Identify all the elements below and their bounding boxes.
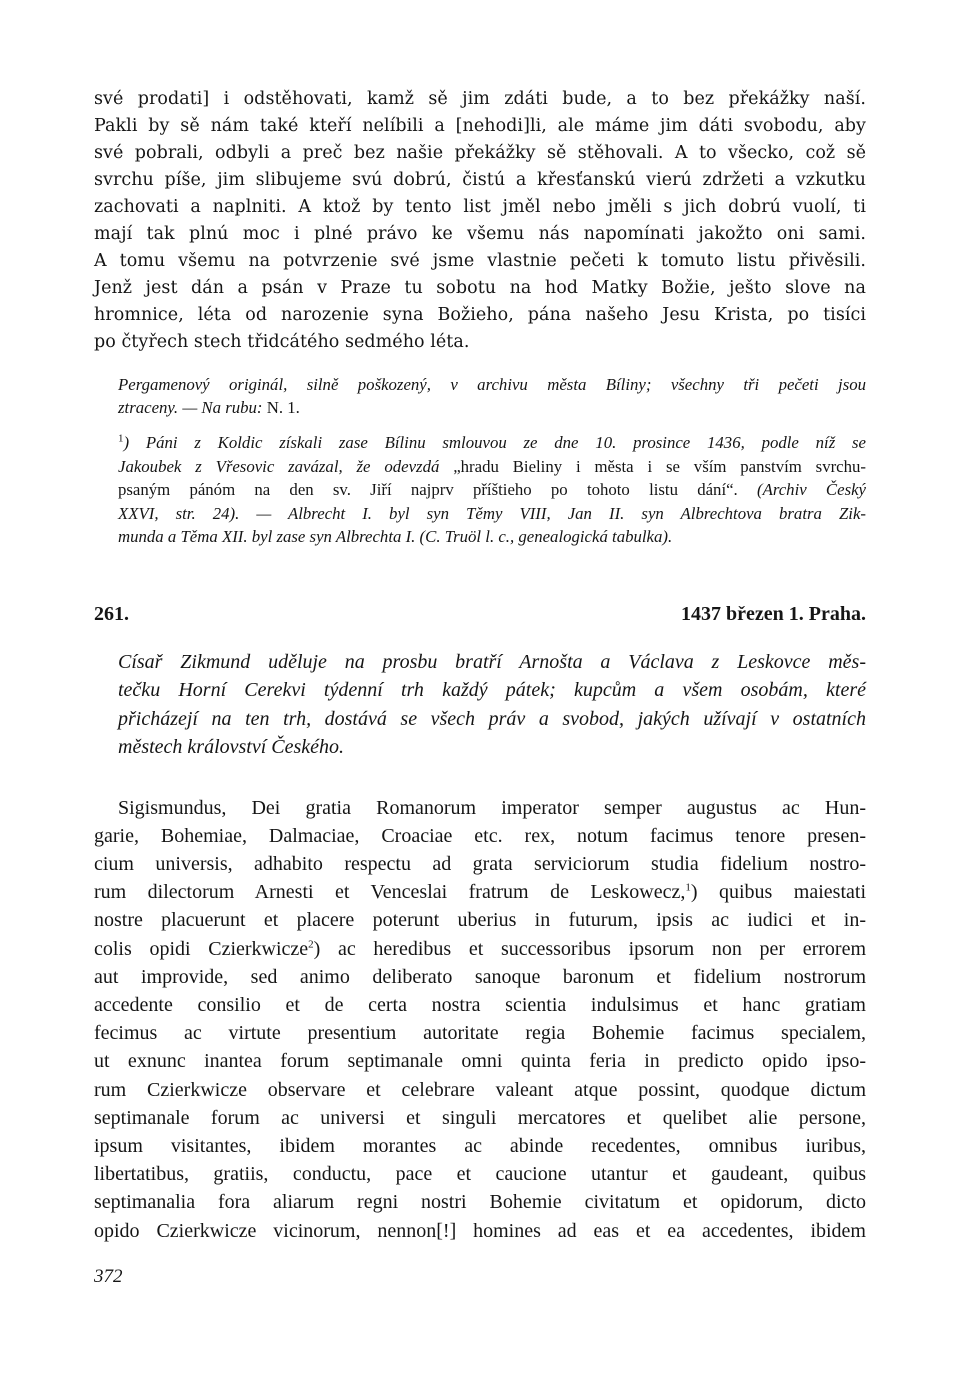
footnote-quote: „hradu Bieliny i města i se vším panstvím svrchu- (439, 456, 866, 476)
body-line: accedente consilio et de certa nostra scientia indulsimus et hanc gratiam (94, 993, 866, 1016)
document-date-place: 1437 březen 1. Praha. (681, 602, 866, 625)
document-body (94, 794, 866, 1245)
text-line: Jenž jest dán a psán v Praze tu sobotu na hod Matky Božie, ješto slove na (94, 278, 866, 298)
footnote-reference: 1 (685, 881, 691, 894)
footnote-line: XXVI, str. 24). — Albrecht I. byl syn Těmy VIII, Jan II. syn Albrechtova bratra Zik- (118, 503, 866, 523)
body-line: rum Czierkwicze observare et celebrare valeant atque possint, quodque dictum (94, 1078, 866, 1101)
footnote-quote: psaným pánóm na den sv. Jiří najprv příštieho po tohoto listu dání“. (118, 480, 738, 499)
footnote-line (118, 478, 866, 502)
body-line: Sigismundus, Dei gratia Romanorum imperator semper augustus ac Hun- (118, 796, 866, 819)
body-text: ) quibus maiestati (690, 881, 866, 904)
text-line: A tomu všemu na potvrzenie své jsme vlastnie pečeti k tomuto listu přivěsili. (94, 251, 866, 271)
document-number: 261. (94, 602, 129, 625)
source-note-line: Pergamenový originál, silně poškozený, v archivu města Bíliny; všechny tři pečeti jsou (118, 375, 866, 394)
footnote-text: Jakoubek z Vřesovic zavázal, že odevzdá (118, 456, 440, 476)
source-note-roman: N. 1. (262, 398, 300, 417)
footnote-line (118, 431, 866, 455)
body-line: ut exnunc inantea forum septimanale omni quinta feria in predicto opido ipso- (94, 1050, 866, 1073)
body-line: garie, Bohemiae, Dalmaciae, Croaciae etc. rex, notum facimus tenore presen- (94, 824, 866, 847)
footnote-mark: 1 (118, 432, 124, 445)
footnote (94, 431, 866, 549)
footnote-text: (Archiv Český (737, 480, 866, 499)
body-line: ipsum visitantes, ibidem morantes ac abinde recedentes, omnibus iuribus, (94, 1134, 866, 1157)
source-note-italic: ztraceny. — Na rubu: (118, 398, 263, 417)
body-line: cium universis, adhabito respectu ad grata serviciorum studia fidelium nostro- (94, 852, 866, 875)
source-note-line (118, 396, 866, 419)
continuation-paragraph (94, 86, 866, 356)
text-line: svrchu píše, jim slibujeme svú dobrú, čistú a křesťanskú vierú zdržeti a vzkutku (94, 170, 866, 190)
body-text: rum dilectorum Arnesti et Venceslai fratrum de Leskowecz, (94, 881, 686, 904)
text-line: své prodati] i odstěhovati, kamž sě jim zdáti bude, a to bez překážky naší. (94, 89, 866, 109)
regest-line: městech království Českého. (118, 736, 345, 758)
footnote-line: munda a Těma XII. byl zase syn Albrechta I. (C. Truöl l. c., genealogická tabulka). (118, 527, 673, 546)
document-heading (94, 603, 866, 631)
body-line: opido Czierkwicze vicinorum, nennon[!] homines ad eas et ea accedentes, ibidem (94, 1219, 866, 1242)
text-line: mají tak plnú moc i plné právo ke všemu nás napomínati jakožto oni sami. (94, 224, 866, 244)
body-line: fecimus ac virtute presentium autoritate regia Bohemie facimus specialem, (94, 1022, 866, 1045)
body-line: nostre placuerunt et placere poterunt uberius in futurum, ipsis ac iudici et in- (94, 909, 866, 932)
source-note (94, 373, 866, 419)
body-text: colis opidi Czierkwicze (94, 937, 309, 960)
body-line (94, 935, 866, 963)
regest-line: přicházejí na ten trh, dostává se všech práv a svobod, jakých užívají v ostatních (118, 707, 866, 730)
body-line: septimanalia fora aliarum regni nostri Bohemie civitatum et opidorum, dicto (94, 1191, 866, 1214)
footnote-text: ) Páni z Koldic získali zase Bílinu smlouvou ze dne 10. prosince 1436, podle níž se (123, 433, 866, 452)
body-line (94, 878, 866, 906)
regest-line: tečku Horní Cerekvi týdenní trh každý pátek; kupcům a všem osobám, které (118, 679, 866, 701)
text-line: zachovati a naplniti. A ktož by tento list jměl nebo jměli s jich dobrú vuolí, ti (94, 197, 866, 217)
text-line: své pobrali, odbyli a preč bez našie překážky sě stěhovali. A to všecko, což sě (94, 143, 866, 163)
text-line: Pakli by sě nám také kteří nelíbili a [nehodi]li, ale máme jim dáti svobodu, aby (94, 116, 866, 136)
body-line: septimanale forum ac universi et singuli mercatores et quelibet alie persone, (94, 1106, 866, 1129)
text-line: hromnice, léta od narozenie syna Božieho, pána našeho Jesu Krista, po tisíci (94, 305, 866, 325)
regest-line: Císař Zikmund uděluje na prosbu bratří Arnošta a Václava z Leskovce měs- (118, 650, 866, 673)
page-number: 372 (94, 1266, 123, 1287)
footnote-reference: 2 (308, 937, 314, 950)
document-regest (94, 648, 866, 762)
footnote-line (118, 455, 866, 479)
document-page (94, 86, 866, 1245)
body-text: ) ac heredibus et successoribus ipsorum non per errorem (313, 937, 867, 960)
body-line: libertatibus, gratiis, conductu, pace et caucione utantur et gaudeant, quibus (94, 1163, 866, 1186)
text-line: po čtyřech stech třidcátého sedmého léta. (94, 332, 470, 352)
body-line: aut improvide, sed animo deliberato sanoque baronum et fidelium nostrorum (94, 965, 866, 988)
